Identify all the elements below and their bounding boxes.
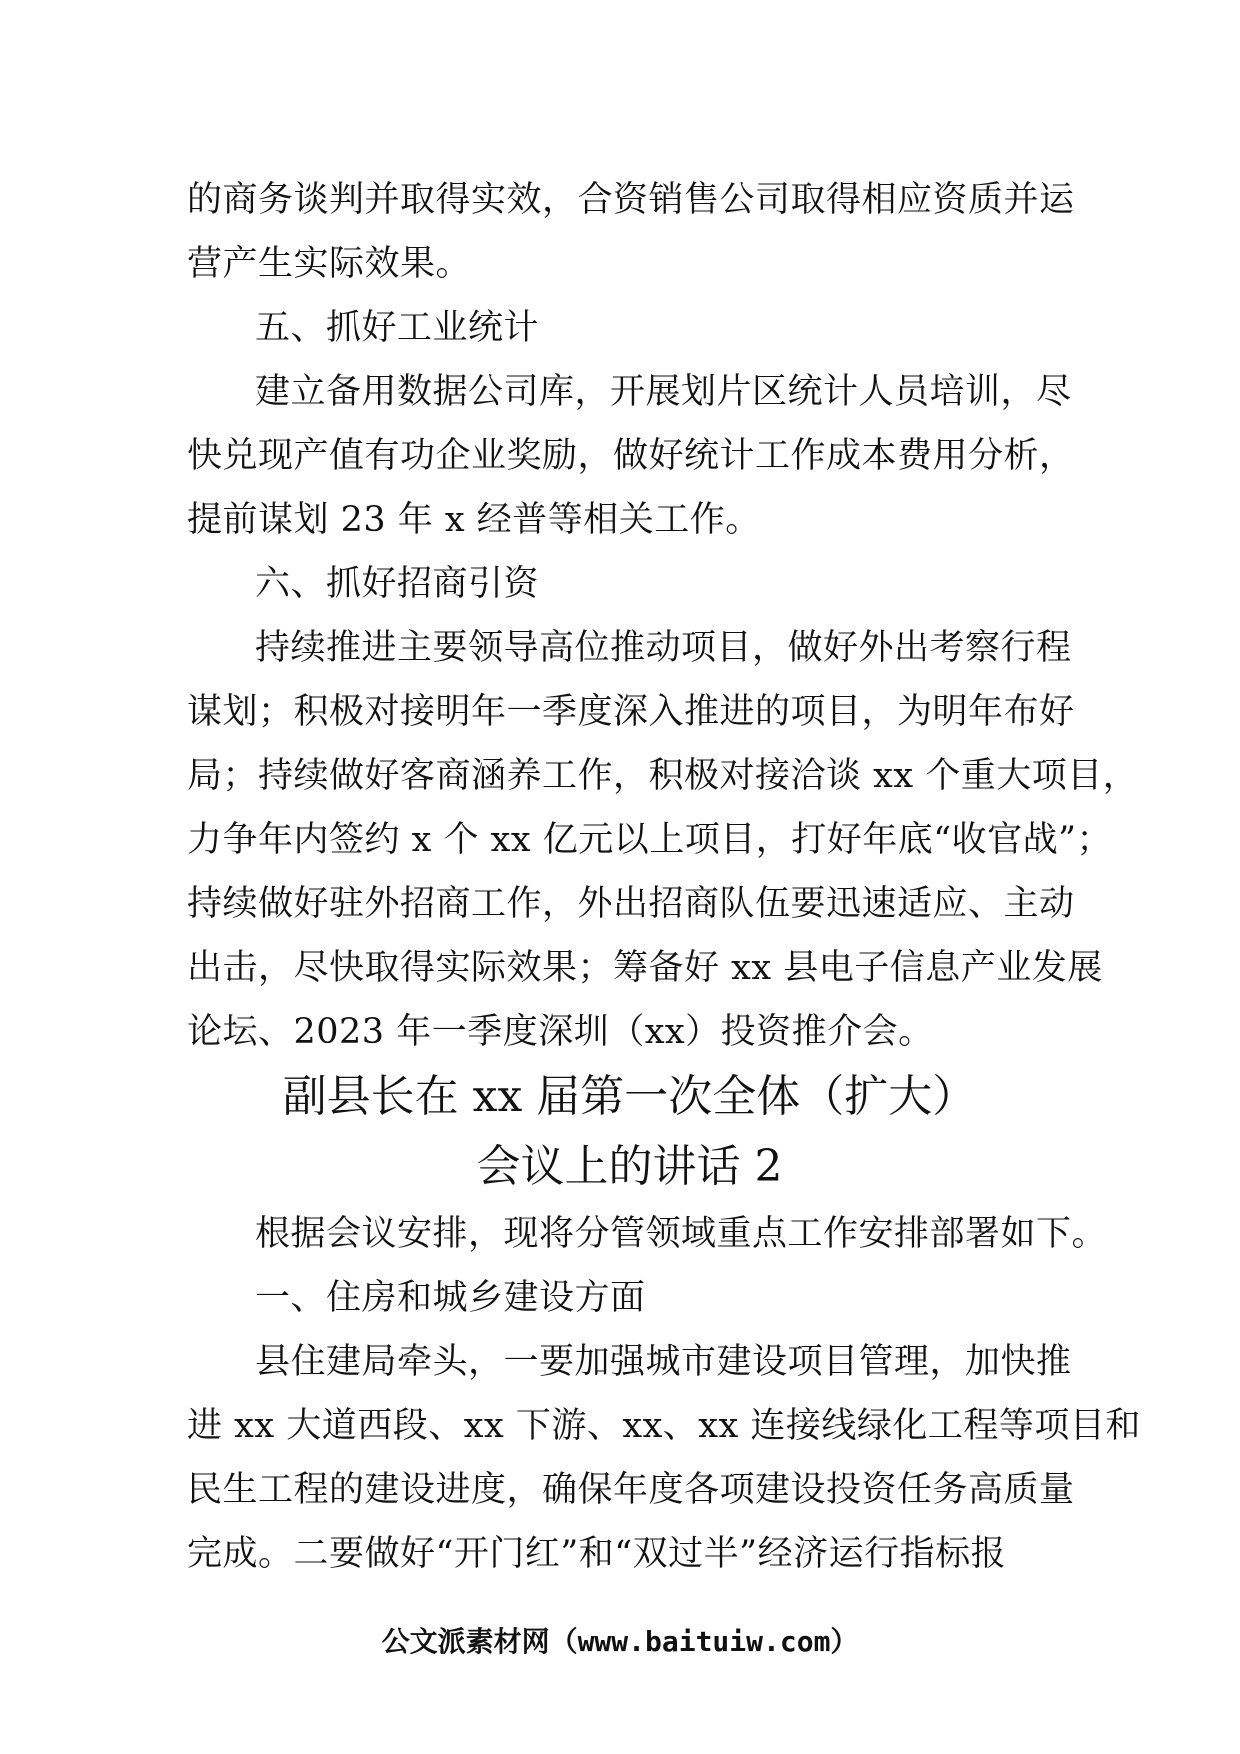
paragraph-line: 民生工程的建设进度，确保年度各项建设投资任务高质量 — [187, 1470, 1075, 1510]
paragraph-line: 县住建局牵头，一要加强城市建设项目管理，加快推 — [255, 1342, 1072, 1382]
paragraph-line: 进 xx 大道西段、xx 下游、xx、xx 连接线绿化工程等项目和 — [187, 1406, 1141, 1446]
footer-watermark: 公文派素材网（www.baituiw.com） — [381, 1625, 859, 1658]
title-line-1: 副县长在 xx 届第一次全体（扩大） — [282, 1071, 977, 1122]
document-body — [187, 168, 1141, 1586]
paragraph-line: 快兑现产值有功企业奖励，做好统计工作成本费用分析， — [187, 436, 1075, 476]
paragraph-line: 谋划；积极对接明年一季度深入推进的项目，为明年布好 — [187, 692, 1075, 732]
title-line-2: 会议上的讲话 2 — [476, 1141, 783, 1192]
paragraph-line: 提前谋划 23 年 x 经普等相关工作。 — [187, 500, 761, 540]
paragraph-line: 建立备用数据公司库，开展划片区统计人员培训，尽 — [255, 372, 1072, 412]
paragraph-line: 力争年内签约 x 个 xx 亿元以上项目，打好年底“收官战”； — [187, 820, 1113, 860]
section-heading-6: 六、抓好招商引资 — [255, 564, 540, 604]
section-heading-1: 一、住房和城乡建设方面 — [255, 1278, 646, 1318]
paragraph-line: 根据会议安排，现将分管领域重点工作安排部署如下。 — [255, 1214, 1108, 1254]
paragraph-line: 持续做好驻外招商工作，外出招商队伍要迅速适应、主动 — [187, 884, 1075, 924]
paragraph-line: 持续推进主要领导高位推动项目，做好外出考察行程 — [255, 628, 1072, 668]
paragraph-line: 完成。二要做好“开门红”和“双过半”经济运行指标报 — [187, 1534, 1007, 1574]
paragraph-line: 论坛、2023 年一季度深圳（xx）投资推介会。 — [187, 1012, 934, 1052]
paragraph-line: 的商务谈判并取得实效，合资销售公司取得相应资质并运 — [187, 180, 1075, 220]
paragraph-line: 局；持续做好客商涵养工作，积极对接洽谈 xx 个重大项目， — [187, 756, 1139, 796]
section-heading-5: 五、抓好工业统计 — [255, 308, 540, 348]
paragraph-line: 营产生实际效果。 — [187, 244, 472, 284]
paragraph-line: 出击，尽快取得实际效果；筹备好 xx 县电子信息产业发展 — [187, 948, 1103, 988]
document-title — [187, 1062, 1072, 1202]
